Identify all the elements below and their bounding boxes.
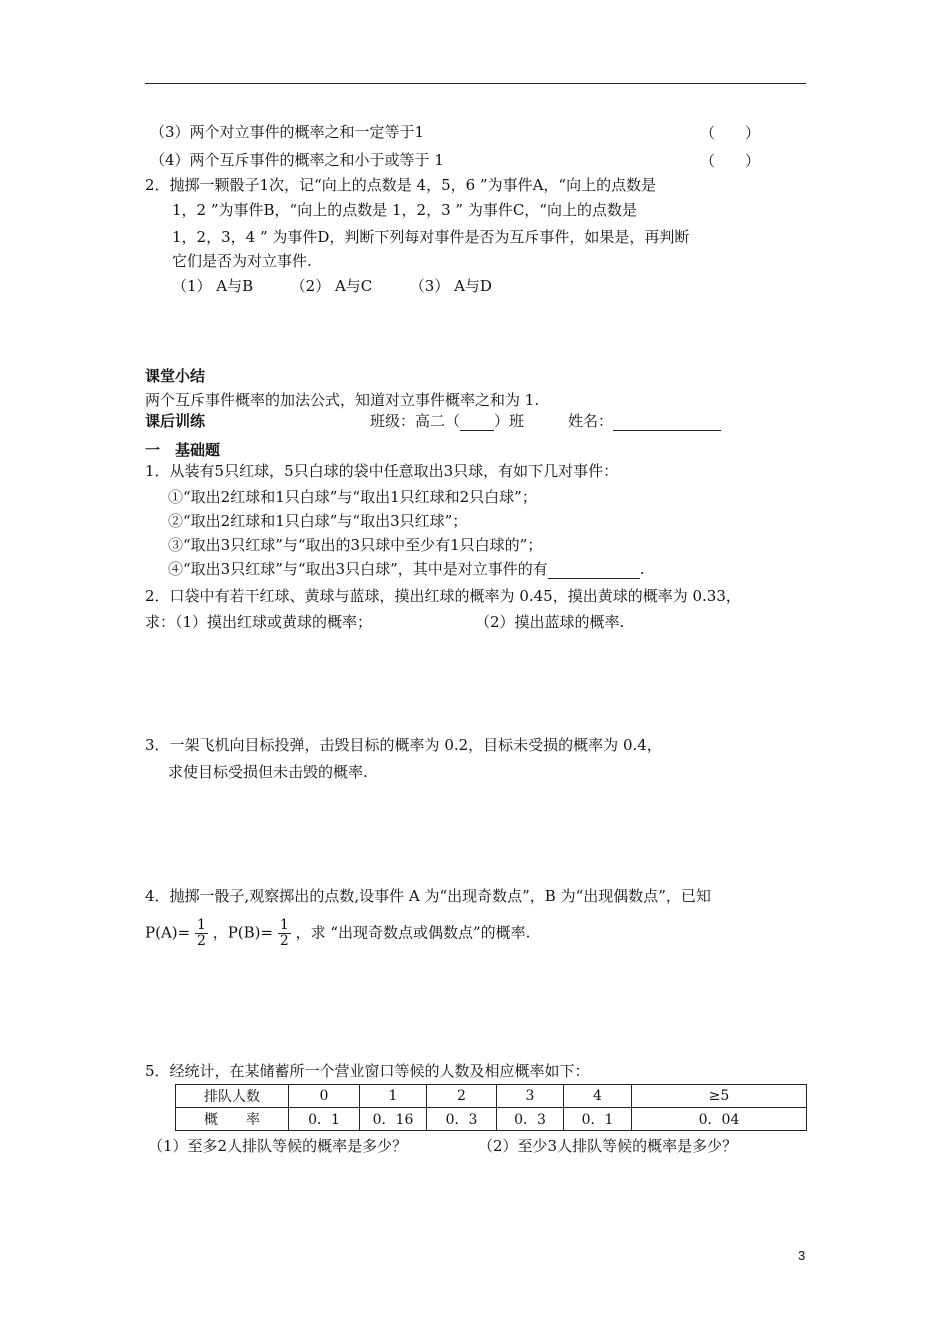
header-rule [145,83,806,84]
prob-a-label: P(A)= [145,923,191,942]
table-cell: 1 [360,1085,427,1108]
problem-1-pair-2: ②“取出2红球和1只白球”与“取出3只红球”； [168,512,468,530]
question-2-line-4: 它们是否为对立事件. [172,252,312,270]
basic-section-heading: 一 基础题 [145,441,221,459]
after-class-heading: 课后训练 [145,412,206,430]
problem-1-end: . [639,560,645,578]
fraction-one-half-b [278,918,291,949]
prob-b-label: ，P(B)= [212,923,274,942]
problem-5-question-1: （1）至多2人排队等候的概率是多少？ [148,1137,408,1155]
question-2-line-1: 2．抛掷一颗骰子1次，记“向上的点数是 4，5，6 ”为事件A，“向上的点数是 [145,176,657,194]
table-cell: ≥5 [632,1085,807,1108]
problem-4-stem: 4．抛掷一骰子,观察掷出的点数,设事件 A 为“出现奇数点”，B 为“出现偶数点”，已知 [145,887,711,905]
problem-5-question-2: （2）至少3人排队等候的概率是多少？ [478,1137,738,1155]
name-blank[interactable] [613,414,721,431]
answer-paren-4: （ ） [700,152,761,170]
name-field [568,411,721,431]
question-2-line-3: 1，2，3，4 ” 为事件D，判断下列每对事件是否为互斥事件，如果是，再判断 [172,228,690,246]
problem-4-question: ，求 “出现奇数点或偶数点”的概率. [295,923,531,942]
class-blank[interactable] [460,414,494,431]
item-3-opposite-events: （3）两个对立事件的概率之和一定等于1 [150,123,425,141]
table-row [176,1108,807,1131]
question-2-pairs: （1） A与B （2） A与C （3） A与D [172,277,492,295]
problem-1-pair-4-text: ④“取出3只红球”与“取出3只白球”，其中是对立事件的有 [168,560,548,578]
problem-1-stem: 1．从装有5只红球，5只白球的袋中任意取出3只球，有如下几对事件： [145,462,619,480]
table-header-cell: 排队人数 [176,1085,289,1108]
table-cell: 2 [427,1085,497,1108]
problem-1-answer-blank[interactable] [548,562,640,579]
answer-paren-3: （ ） [700,124,761,142]
problem-5-stem: 5．经统计，在某储蓄所一个营业窗口等候的人数及相应概率如下： [145,1062,590,1080]
problem-2-part-2: （2）摸出蓝球的概率. [475,613,625,631]
name-label: 姓名： [568,412,614,430]
fraction-numerator: 1 [196,917,206,933]
fraction-numerator: 1 [279,917,289,933]
fraction-one-half-a [195,918,208,949]
question-2-line-2: 1，2 ”为事件B，“向上的点数是 1，2，3 ” 为事件C，“向上的点数是 [172,201,637,219]
fraction-denominator: 2 [196,933,206,949]
item-4-exclusive-events: （4）两个互斥事件的概率之和小于或等于 1 [150,151,444,169]
table-cell: 0．1 [564,1108,632,1131]
problem-2-part-1: 求：（1）摸出红球或黄球的概率； [145,613,373,631]
class-close: ）班 [494,412,525,430]
table-header-cell: 概 率 [176,1108,289,1131]
page-number: 3 [798,1248,806,1263]
problem-2-stem: 2．口袋中有若干红球、黄球与蓝球，摸出红球的概率为 0.45，摸出黄球的概率为 0.33， [145,587,741,605]
table-cell: 0．3 [427,1108,497,1131]
table-cell: 0．1 [289,1108,360,1131]
table-cell: 0．3 [497,1108,564,1131]
table-cell: 0 [289,1085,360,1108]
table-cell: 4 [564,1085,632,1108]
problem-3-question: 求使目标受损但未击毁的概率. [168,763,368,781]
class-field [370,411,524,431]
problem-3-stem: 3．一架飞机向目标投弹，击毁目标的概率为 0.2，目标未受损的概率为 0.4， [145,736,662,754]
summary-body: 两个互斥事件概率的加法公式，知道对立事件概率之和为 1. [145,391,540,409]
problem-1-pair-1: ①“取出2红球和1只白球”与“取出1只红球和2只白球”； [168,488,537,506]
table-cell: 0．16 [360,1108,427,1131]
summary-heading: 课堂小结 [145,367,206,385]
table-cell: 3 [497,1085,564,1108]
fraction-denominator: 2 [279,933,289,949]
problem-4-given [145,918,530,949]
class-label: 班级：高二（ [370,412,461,430]
table-cell: 0．04 [632,1108,807,1131]
problem-1-pair-3: ③“取出3只红球”与“取出的3只球中至少有1只白球的”； [168,536,543,554]
table-row [176,1085,807,1108]
queue-probability-table [175,1084,807,1131]
problem-1-pair-4 [168,559,645,579]
